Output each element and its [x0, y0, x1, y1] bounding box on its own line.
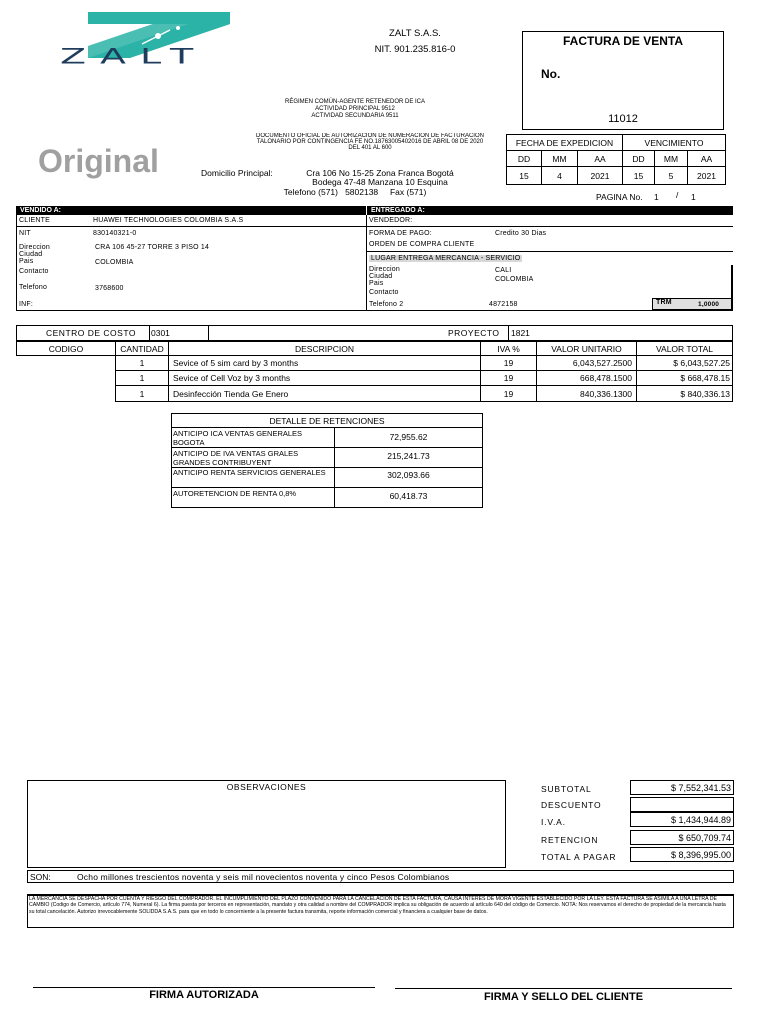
pais-label: Pais: [19, 258, 34, 265]
company-nit: NIT. 901.235.816-0: [374, 44, 456, 55]
lugar-entrega-label: LUGAR ENTREGA MERCANCIA - SERVICIO: [371, 255, 521, 262]
venc-aa: 2021: [687, 166, 726, 185]
date-header-mm: MM: [541, 150, 578, 167]
item-unitario: 840,336.1300: [536, 385, 637, 402]
item-iva: 19: [480, 385, 537, 402]
cliente-value: HUAWEI TECHNOLOGIES COLOMBIA S.A.S: [93, 217, 244, 224]
direccion-value: CRA 106 45-27 TORRE 3 PISO 14: [95, 244, 210, 251]
firma-autorizada: FIRMA AUTORIZADA: [149, 989, 259, 1001]
factura-no-label: No.: [541, 67, 561, 81]
direccion-label: Direccion: [19, 244, 50, 251]
total-pagar-label: TOTAL A PAGAR: [541, 852, 617, 862]
trm-label: TRM: [656, 299, 672, 306]
company-name: ZALT S.A.S.: [389, 28, 441, 39]
telefono2-label: Telefono 2: [369, 301, 404, 308]
nit-value: 830140321-0: [93, 230, 137, 237]
factura-title: FACTURA DE VENTA: [563, 34, 683, 48]
entrega-direccion-label: Direccion: [369, 266, 400, 273]
retencion-label: ANTICIPO ICA VENTAS GENERALES BOGOTA: [173, 429, 303, 447]
observaciones-label: OBSERVACIONES: [226, 782, 307, 792]
items-header-descripcion: DESCRIPCION: [168, 341, 481, 356]
regimen-line-3: ACTIVIDAD SECUNDARIA 9511: [311, 113, 399, 119]
venc-header-aa: AA: [687, 150, 726, 167]
regimen-line-1: RÉGIMEN COMÚN-AGENTE RETENEDOR DE ICA: [284, 99, 425, 105]
firma-cliente: FIRMA Y SELLO DEL CLIENTE: [483, 991, 644, 1003]
centro-costo-label: CENTRO DE COSTO: [46, 328, 136, 338]
fecha-dd: 15: [506, 166, 542, 185]
telefono-line: Telefono (571) 5802138 Fax (571): [283, 187, 427, 197]
entregado-header: ENTREGADO A:: [367, 206, 733, 215]
entrega-contacto-label: Contacto: [369, 289, 399, 296]
retencion-label: ANTICIPO RENTA SERVICIOS GENERALES: [173, 468, 326, 477]
retencion-label: ANTICIPO DE IVA VENTAS GRALES GRANDES CONTRIBUYENT: [173, 449, 299, 467]
item-cantidad: 1: [115, 385, 169, 402]
fecha-expedicion-label: FECHA DE EXPEDICION: [506, 134, 623, 151]
nit-label: NIT: [19, 230, 31, 237]
item-descripcion: Desinfección Tienda Ge Enero: [168, 385, 481, 402]
factura-number: 11012: [608, 113, 638, 125]
item-total: $ 6,043,527.25: [636, 355, 733, 371]
proyecto-value: 1821: [511, 328, 530, 338]
venc-header-mm: MM: [654, 150, 688, 167]
retencion-label: AUTORETENCION DE RENTA 0,8%: [173, 489, 297, 498]
pagina-label: PAGINA No.: [596, 192, 643, 202]
item-cantidad: 1: [115, 370, 169, 386]
venc-mm: 5: [654, 166, 688, 185]
forma-pago-value: Credito 30 Dias: [495, 230, 547, 237]
item-unitario: 6,043,527.2500: [536, 355, 637, 371]
legal-text: LA MERCANCIA SE DESPACHA POR CUENTA Y RIESGO DEL COMPRADOR. EL INCUMPLIMIENTO DEL PLAZO CONVENIDO PARA LA CANCELACION DE ESTA FACTURA, CAUSA INTERES DE MORA VIGENTE ESTABLECIDO POR LA LEY. ESTA FACTURA SE ASIMILA A UNA LETRA DE CAMBIO (Codigo de Comercio, artículo 774, Numeral 6). La firma puesta por terceros en representación, mandato y otra calidad a nombre del COMPRADOR implica su obligación de acuerdo al artículo 640 del código de Comercio. NOTA: Nos reservamos el derecho de propiedad de la mercancia hasta su total cancelación. Autorizo irrevocablemente SOLIDDA S.A.S. para que en todo lo concerniente a la presente factura transmita, reporte información comercial y financiera a cualquier base de datos.: [29, 896, 726, 915]
items-header-iva: IVA %: [480, 341, 537, 356]
item-descripcion: Sevice of 5 sim card by 3 months: [168, 355, 481, 371]
entrega-pais-value: COLOMBIA: [495, 276, 534, 283]
telefono-value: 3768600: [95, 285, 124, 292]
item-descripcion: Sevice of Cell Voz by 3 months: [168, 370, 481, 386]
entrega-ciudad-value: CALI: [495, 267, 512, 274]
contacto-label: Contacto: [19, 268, 49, 275]
total-pagar-value: $ 8,396,995.00: [630, 847, 734, 862]
original-stamp: Original: [38, 143, 159, 179]
retencion-value: 60,418.73: [389, 491, 428, 501]
vencimiento-label: VENCIMIENTO: [622, 134, 726, 151]
item-unitario: 668,478.1500: [536, 370, 637, 386]
domicilio-line-2: Bodega 47-48 Manzana 10 Esquina: [312, 177, 448, 187]
pagina-total: 1: [691, 192, 696, 202]
doc-oficial-line-1: DOCUMENTO OFICIAL DE AUTORIZACIÓN DE NUMERACIÓN DE FACTURACIÓN: [256, 133, 484, 139]
retencion-value: 215,241.73: [387, 451, 430, 461]
logo-text: ZALT: [60, 44, 208, 69]
item-cantidad: 1: [115, 355, 169, 371]
doc-oficial-line-3: DEL 401 AL 600: [348, 145, 392, 151]
subtotal-value: $ 7,552,341.53: [630, 780, 734, 795]
forma-pago-label: FORMA DE PAGO:: [369, 230, 432, 237]
entrega-pais-label: Pais: [369, 280, 384, 287]
pagina-sep: /: [676, 190, 679, 200]
entrega-ciudad-label: Ciudad: [369, 273, 393, 280]
subtotal-label: SUBTOTAL: [541, 784, 592, 794]
item-total: $ 668,478.15: [636, 370, 733, 386]
retenciones-header: DETALLE DE RETENCIONES: [171, 413, 483, 428]
venc-header-dd: DD: [622, 150, 655, 167]
iva-value: $ 1,434,944.89: [630, 812, 734, 827]
telefono2-value: 4872158: [489, 301, 518, 308]
items-header-cantidad: CANTIDAD: [115, 341, 169, 356]
vendido-box: [16, 215, 367, 311]
descuento-value: [630, 797, 734, 812]
descuento-label: DESCUENTO: [541, 800, 602, 810]
trm-value: 1,0000: [698, 301, 720, 308]
retencion-total-label: RETENCION: [541, 835, 599, 845]
date-header-aa: AA: [577, 150, 623, 167]
ciudad-label: Ciudad: [19, 251, 43, 258]
proyecto-value-box: [508, 325, 733, 341]
fecha-aa: 2021: [577, 166, 623, 185]
pais-value: COLOMBIA: [95, 259, 134, 266]
item-iva: 19: [480, 370, 537, 386]
proyecto-label: PROYECTO: [448, 328, 500, 338]
retencion-total-value: $ 650,709.74: [630, 830, 734, 845]
retencion-value: 72,955.62: [389, 432, 428, 442]
date-header-dd: DD: [506, 150, 542, 167]
domicilio-line-1: Cra 106 No 15-25 Zona Franca Bogotá: [306, 168, 454, 178]
iva-label: I.V.A.: [541, 817, 566, 827]
items-header-unitario: VALOR UNITARIO: [536, 341, 637, 356]
observaciones-box: [27, 780, 506, 868]
son-label: SON:: [30, 872, 51, 882]
regimen-line-2: ACTIVIDAD PRINCIPAL 9512: [315, 106, 395, 112]
telefono-label: Telefono: [19, 284, 48, 291]
item-total: $ 840,336.13: [636, 385, 733, 402]
doc-oficial-line-2: TALONARIO POR CONTINGENCIA FE NO.18763005402016 DE ABRIL 08 DE 2020: [256, 139, 484, 145]
items-header-total: VALOR TOTAL: [636, 341, 733, 356]
retencion-value: 302,093.66: [387, 470, 430, 480]
cliente-label: CLIENTE: [19, 217, 50, 224]
vendido-header: VENDIDO A:: [16, 206, 366, 215]
items-header-codigo: CODIGO: [16, 341, 116, 356]
inf-label: INF:: [19, 301, 34, 308]
pagina-num: 1: [654, 192, 659, 202]
venc-dd: 15: [622, 166, 655, 185]
son-text: Ocho millones trescientos noventa y seis mil novecientos noventa y cinco Pesos Colombianos: [77, 872, 450, 882]
vendedor-label: VENDEDOR:: [369, 217, 413, 224]
item-iva: 19: [480, 355, 537, 371]
centro-costo-value: 0301: [151, 328, 170, 338]
domicilio-label: Domicilio Principal:: [201, 168, 273, 178]
orden-compra-label: ORDEN DE COMPRA CLIENTE: [369, 241, 475, 248]
fecha-mm: 4: [541, 166, 578, 185]
